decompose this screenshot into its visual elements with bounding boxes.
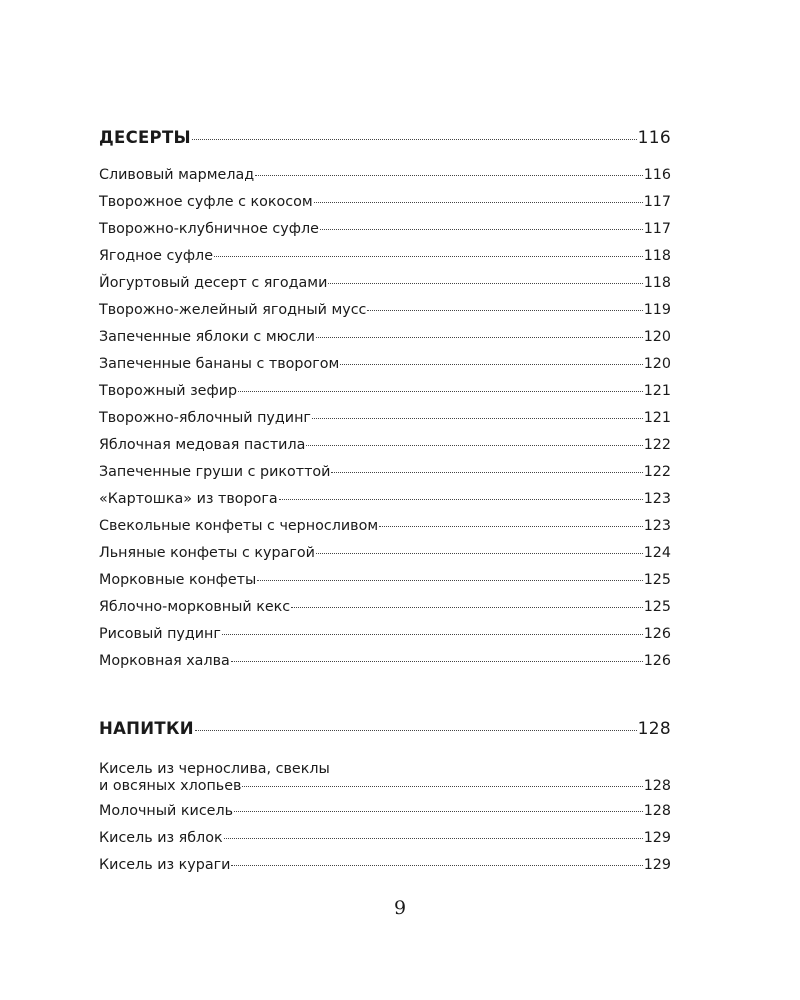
dot-leader xyxy=(222,634,643,635)
section-header-desserts xyxy=(99,128,671,148)
entry-title: Кисель из яблок xyxy=(99,830,223,846)
entry-title: Запеченные яблоки с мюсли xyxy=(99,329,315,345)
toc-entry xyxy=(99,329,671,356)
toc-entry xyxy=(99,437,671,464)
entry-page: 129 xyxy=(643,857,671,873)
toc-entry xyxy=(99,275,671,302)
entry-title: Запеченные груши с рикоттой xyxy=(99,464,331,480)
entry-title-line1: Кисель из чернослива, свеклы xyxy=(99,761,330,777)
entry-title: Свекольные конфеты с черносливом xyxy=(99,518,379,534)
entry-page: 120 xyxy=(643,356,671,372)
dot-leader xyxy=(306,445,642,446)
entry-title: Льняные конфеты с курагой xyxy=(99,545,315,561)
entry-page: 128 xyxy=(643,778,671,794)
dot-leader xyxy=(328,283,642,284)
dot-leader xyxy=(340,364,642,365)
toc-entry xyxy=(99,518,671,545)
toc-entry xyxy=(99,356,671,383)
entry-title: Творожно-желейный ягодный мусс xyxy=(99,302,367,318)
entry-title: Ягодное суфле xyxy=(99,248,213,264)
dot-leader xyxy=(379,526,643,527)
entry-title: Творожное суфле с кокосом xyxy=(99,194,313,210)
entry-page: 116 xyxy=(643,167,671,183)
entry-title: Молочный кисель xyxy=(99,803,234,819)
toc-entry xyxy=(99,194,671,221)
section-title: ДЕСЕРТЫ xyxy=(99,128,191,147)
dot-leader xyxy=(234,811,643,812)
entry-title: Творожно-яблочный пудинг xyxy=(99,410,311,426)
toc-entry xyxy=(99,383,671,410)
toc-entry xyxy=(99,410,671,437)
dot-leader xyxy=(291,607,643,608)
entry-title: Йогуртовый десерт с ягодами xyxy=(99,275,328,291)
dot-leader xyxy=(312,418,643,419)
toc-entry-multiline xyxy=(99,760,671,798)
entry-page: 123 xyxy=(643,491,671,507)
entry-page: 121 xyxy=(643,410,671,426)
entry-page: 117 xyxy=(643,194,671,210)
toc-entry xyxy=(99,572,671,599)
dot-leader xyxy=(316,553,643,554)
dot-leader xyxy=(279,499,643,500)
toc-entry xyxy=(99,167,671,194)
dot-leader xyxy=(195,730,637,731)
dot-leader xyxy=(224,838,643,839)
toc-entry xyxy=(99,857,671,884)
section-header-drinks xyxy=(99,719,671,739)
toc-entry xyxy=(99,599,671,626)
entry-page: 118 xyxy=(643,275,671,291)
entry-title: Запеченные бананы с творогом xyxy=(99,356,340,372)
toc-entry xyxy=(99,803,671,830)
entry-title: Творожно-клубничное суфле xyxy=(99,221,319,237)
entry-page: 125 xyxy=(643,572,671,588)
dot-leader xyxy=(316,337,643,338)
toc-list-drinks xyxy=(99,760,671,884)
toc-list-desserts xyxy=(99,167,671,680)
dot-leader xyxy=(255,175,643,176)
toc-entry xyxy=(99,545,671,572)
dot-leader xyxy=(242,786,642,787)
section-title: НАПИТКИ xyxy=(99,719,194,738)
dot-leader xyxy=(214,256,643,257)
entry-title: и овсяных хлопьев xyxy=(99,778,242,794)
section-page: 116 xyxy=(637,128,671,148)
toc-section-row xyxy=(99,719,671,739)
entry-title: Морковные конфеты xyxy=(99,572,257,588)
entry-page: 121 xyxy=(643,383,671,399)
entry-page: 120 xyxy=(643,329,671,345)
entry-page: 122 xyxy=(643,464,671,480)
dot-leader xyxy=(231,661,643,662)
entry-page: 129 xyxy=(643,830,671,846)
entry-title: Морковная халва xyxy=(99,653,230,669)
toc-entry xyxy=(99,248,671,275)
entry-page: 126 xyxy=(643,626,671,642)
entry-page: 125 xyxy=(643,599,671,615)
toc-entry xyxy=(99,778,671,798)
toc-entry xyxy=(99,302,671,329)
entry-page: 117 xyxy=(643,221,671,237)
dot-leader xyxy=(314,202,643,203)
entry-title: «Картошка» из творога xyxy=(99,491,278,507)
entry-page: 123 xyxy=(643,518,671,534)
entry-page: 122 xyxy=(643,437,671,453)
toc-section-row xyxy=(99,128,671,148)
toc-entry xyxy=(99,221,671,248)
toc-entry xyxy=(99,491,671,518)
dot-leader xyxy=(331,472,642,473)
dot-leader xyxy=(257,580,642,581)
entry-page: 119 xyxy=(643,302,671,318)
toc-entry xyxy=(99,464,671,491)
dot-leader xyxy=(231,865,642,866)
toc-entry xyxy=(99,830,671,857)
toc-entry xyxy=(99,653,671,680)
entry-title: Творожный зефир xyxy=(99,383,238,399)
entry-title: Сливовый мармелад xyxy=(99,167,255,183)
entry-title: Яблочная медовая пастила xyxy=(99,437,306,453)
entry-page: 128 xyxy=(643,803,671,819)
entry-title: Яблочно-морковный кекс xyxy=(99,599,291,615)
entry-page: 118 xyxy=(643,248,671,264)
section-page: 128 xyxy=(637,719,671,739)
entry-page: 126 xyxy=(643,653,671,669)
dot-leader xyxy=(367,310,642,311)
dot-leader xyxy=(238,391,643,392)
page-number: 9 xyxy=(393,897,407,919)
entry-title: Рисовый пудинг xyxy=(99,626,221,642)
entry-title: Кисель из кураги xyxy=(99,857,231,873)
dot-leader xyxy=(192,139,637,140)
toc-entry xyxy=(99,626,671,653)
entry-page: 124 xyxy=(643,545,671,561)
dot-leader xyxy=(320,229,643,230)
